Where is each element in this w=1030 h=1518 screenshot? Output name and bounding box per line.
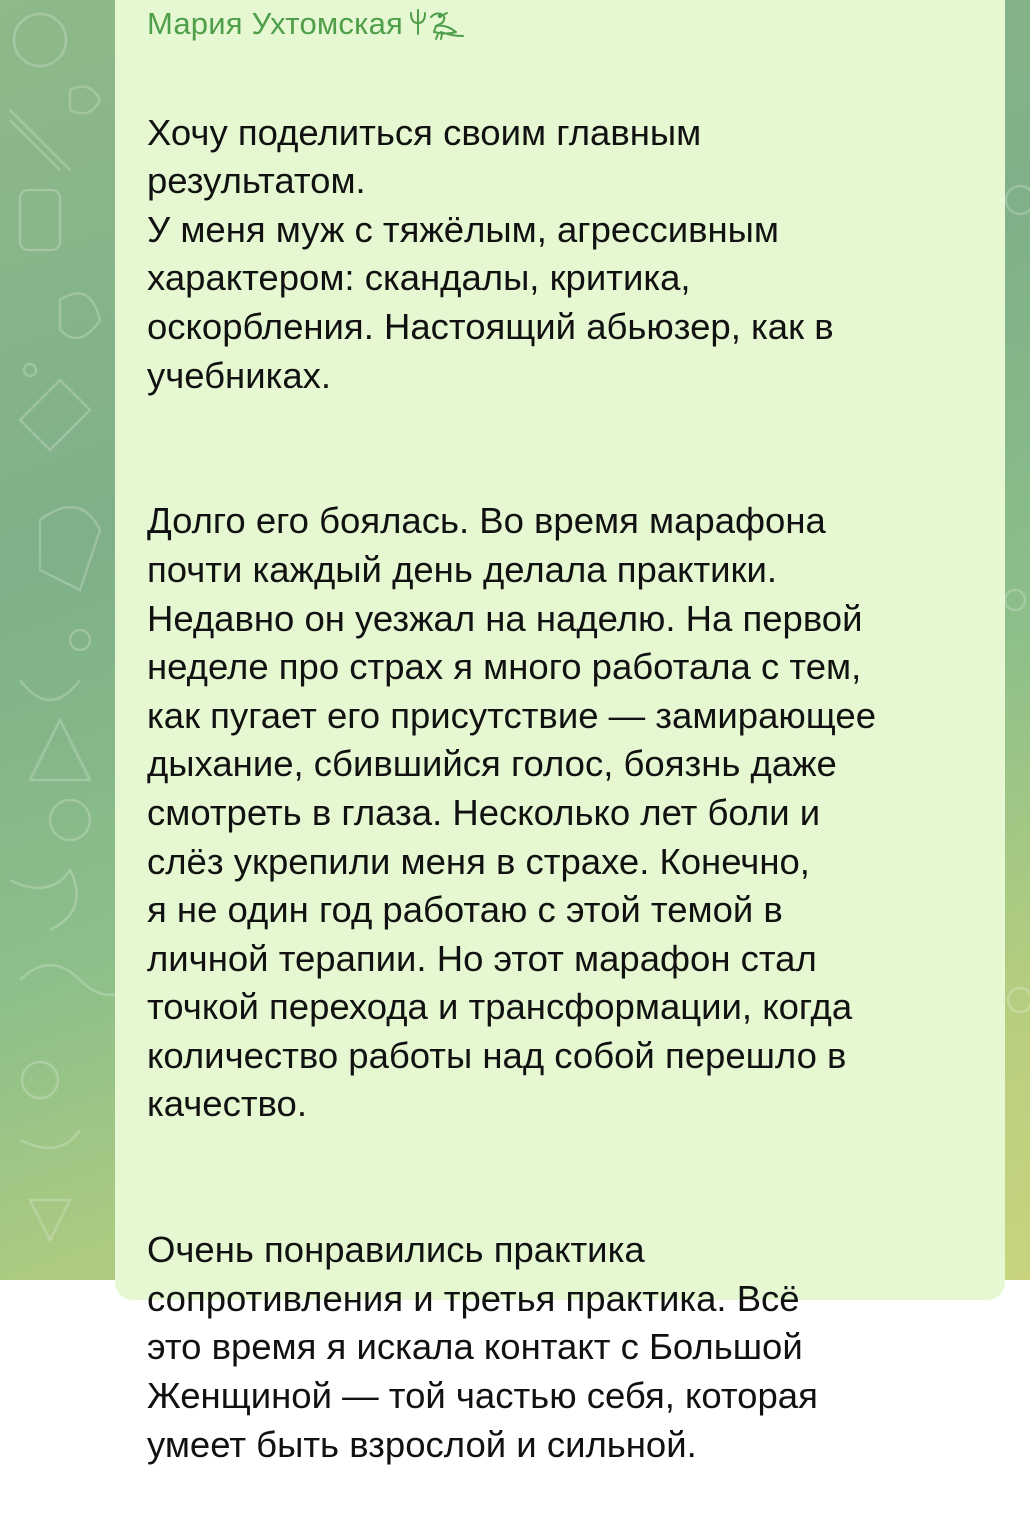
sender-name[interactable]: Мария Ухтомская <box>147 6 403 41</box>
message-paragraph-2: Долго его боялась. Во время марафона почти каждый день делала практики. Недавно он уезжал на наделю. На первой неделе про страх я много работала с тем, как пугает его присутствие — замирающее дыхание, сбившийся голос, боязнь даже смотреть в глаза. Несколько лет боли и слёз укрепили меня в страхе. Конечно, я не один год работаю с этой темой в личной терапии. Но этот марафон стал точкой перехода и трансформации, когда количество работы над собой перешло в качество. <box>147 500 877 1125</box>
message-bubble[interactable] <box>115 0 1005 1465</box>
message-text <box>147 60 977 1518</box>
message-paragraph-3: Очень понравились практика сопротивления и третья практика. Всё это время я искала контакт с Большой Женщиной — той частью себя, которая умеет быть взрослой и сильной. <box>147 1229 818 1465</box>
psi-bird-icon <box>407 7 467 41</box>
message-sender <box>147 2 977 46</box>
message-paragraph-1: Хочу поделиться своим главным результатом. У меня муж с тяжёлым, агрессивным характером: скандалы, критика, оскорбления. Настоящий абьюзер, как в учебниках. <box>147 111 834 396</box>
